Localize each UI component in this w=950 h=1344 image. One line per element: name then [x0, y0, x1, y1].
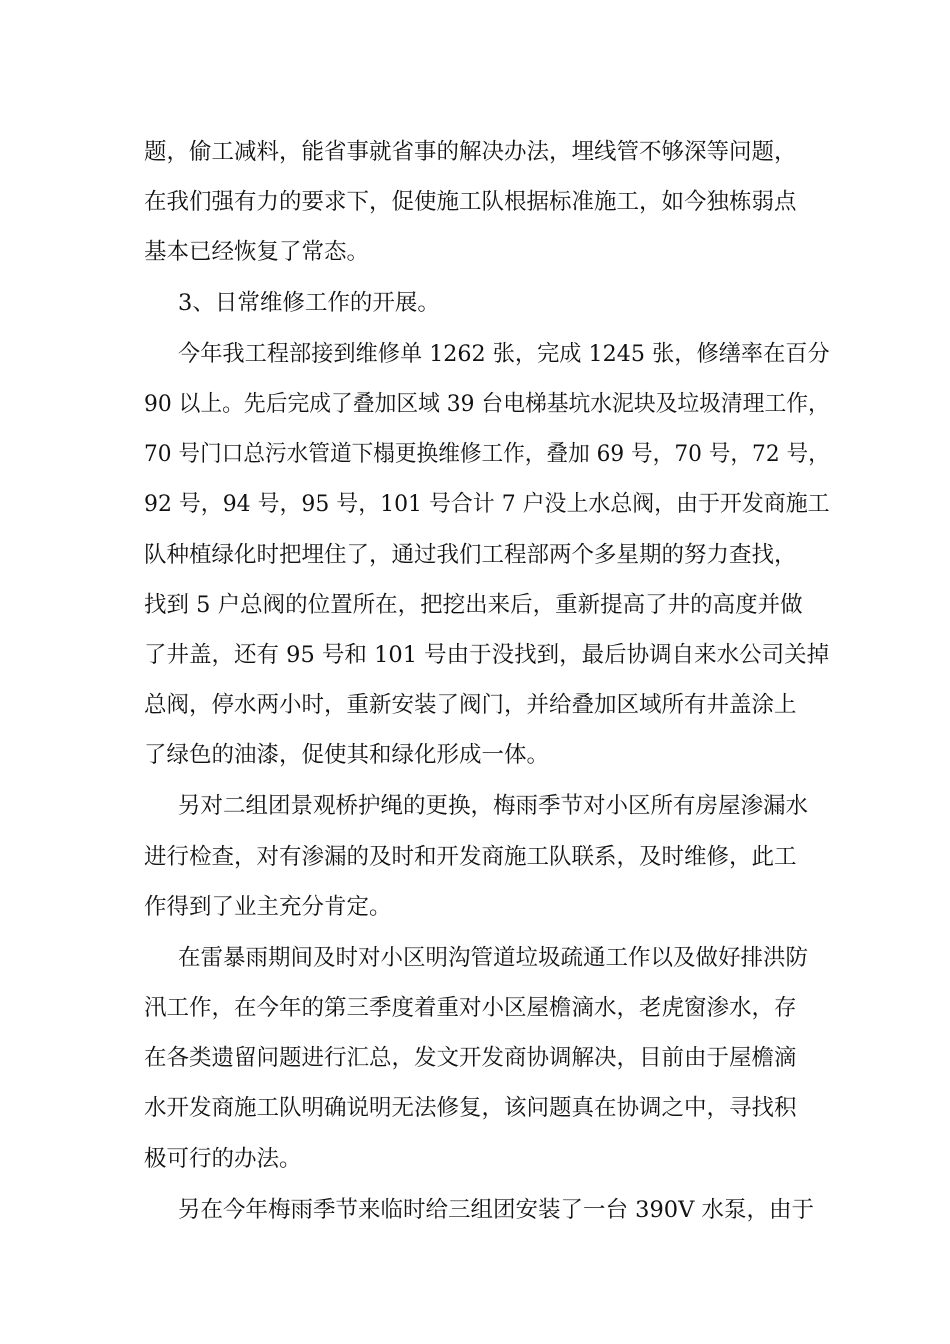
body-text-line: 题，偷工减料，能省事就省事的解决办法，埋线管不够深等问题， — [144, 139, 797, 165]
body-text-line: 90 以上。先后完成了叠加区域 39 台电梯基坑水泥块及垃圾清理工作， — [144, 391, 830, 417]
body-text-line: 了绿色的油漆，促使其和绿化形成一体。 — [144, 742, 550, 768]
body-text-line: 70 号门口总污水管道下榻更换维修工作，叠加 69 号，70 号，72 号， — [144, 441, 830, 467]
body-text-line: 92 号，94 号，95 号，101 号合计 7 户没上水总阀，由于开发商施工 — [144, 491, 830, 517]
body-text-line: 水开发商施工队明确说明无法修复，该问题真在协调之中，寻找积 — [144, 1095, 797, 1121]
body-text-line: 进行检查，对有渗漏的及时和开发商施工队联系，及时维修，此工 — [144, 844, 797, 870]
body-text-line: 作得到了业主充分肯定。 — [144, 894, 392, 920]
body-text-line: 今年我工程部接到维修单 1262 张，完成 1245 张，修缮率在百分 — [178, 341, 830, 367]
body-text-line: 队种植绿化时把埋住了，通过我们工程部两个多星期的努力查找， — [144, 542, 797, 568]
body-text-line: 另对二组团景观桥护绳的更换，梅雨季节对小区所有房屋渗漏水 — [178, 793, 809, 819]
body-text-line: 基本已经恢复了常态。 — [144, 239, 370, 265]
body-text-line: 在我们强有力的要求下，促使施工队根据标准施工，如今独栋弱点 — [144, 189, 797, 215]
section-heading: 3、日常维修工作的开展。 — [178, 290, 440, 316]
body-text-line: 总阀，停水两小时，重新安装了阀门，并给叠加区域所有井盖涂上 — [144, 692, 797, 718]
body-text-line: 在各类遗留问题进行汇总，发文开发商协调解决，目前由于屋檐滴 — [144, 1045, 797, 1071]
body-text-line: 找到 5 户总阀的位置所在，把挖出来后，重新提高了井的高度并做 — [144, 592, 803, 618]
body-text-line: 另在今年梅雨季节来临时给三组团安装了一台 390V 水泵，由于 — [178, 1197, 814, 1223]
body-text-line: 在雷暴雨期间及时对小区明沟管道垃圾疏通工作以及做好排洪防 — [178, 945, 809, 971]
body-text-line: 极可行的办法。 — [144, 1146, 302, 1172]
body-text-line: 了井盖，还有 95 号和 101 号由于没找到，最后协调自来水公司关掉 — [144, 642, 830, 668]
body-text-line: 汛工作，在今年的第三季度着重对小区屋檐滴水，老虎窗渗水，存 — [144, 995, 797, 1021]
